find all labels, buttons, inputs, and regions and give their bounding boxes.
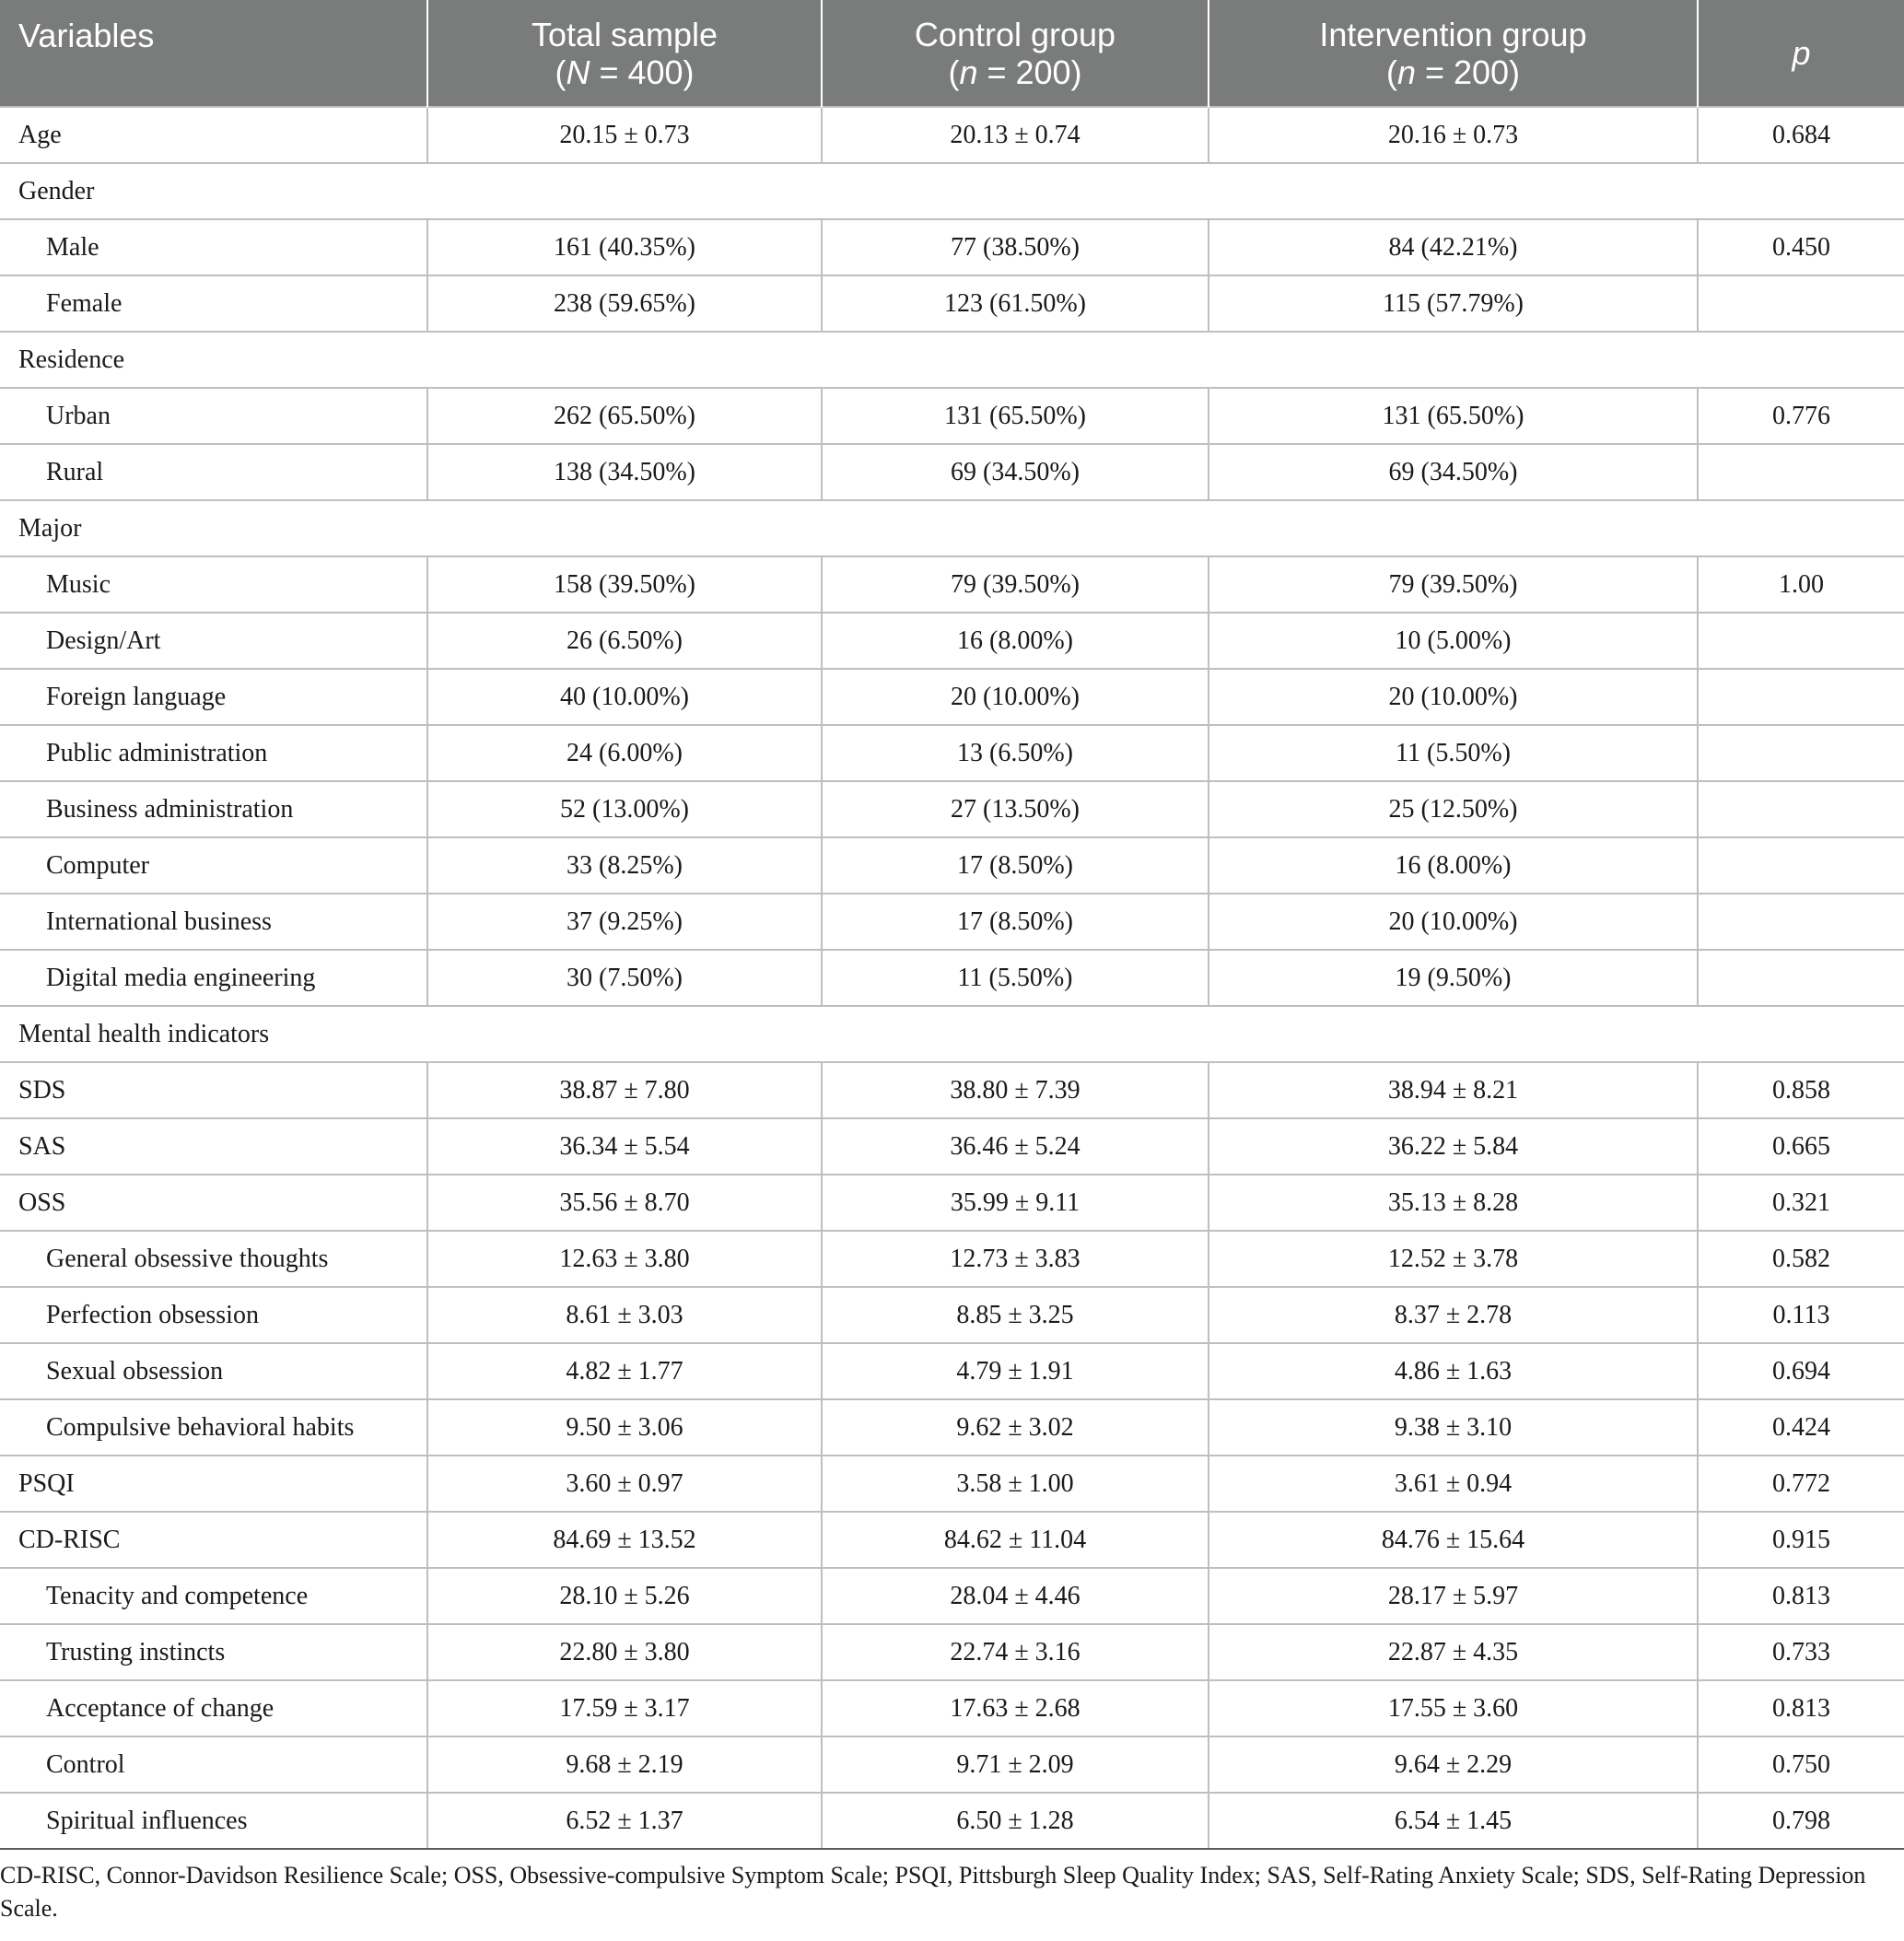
- cell-label: Perfection obsession: [0, 1287, 427, 1343]
- cell-p: 0.450: [1698, 219, 1904, 275]
- cell-p: 0.424: [1698, 1399, 1904, 1456]
- table-row: [0, 219, 1904, 275]
- cell-control: 17 (8.50%): [822, 894, 1209, 950]
- header-p-label: p: [1792, 34, 1811, 72]
- cell-intervention: 25 (12.50%): [1209, 781, 1698, 837]
- table-row: [0, 1062, 1904, 1118]
- cell-label: Digital media engineering: [0, 950, 427, 1006]
- cell-p: [1698, 669, 1904, 725]
- cell-label: Age: [0, 107, 427, 163]
- cell-intervention: 4.86 ± 1.63: [1209, 1343, 1698, 1399]
- cell-intervention: 9.38 ± 3.10: [1209, 1399, 1698, 1456]
- cell-p: [1698, 781, 1904, 837]
- header-control-n: (n = 200): [948, 53, 1082, 91]
- header-intervention-group: [1209, 0, 1698, 107]
- cell-total: 6.52 ± 1.37: [427, 1793, 822, 1849]
- section-row: [0, 163, 1904, 219]
- cell-intervention: 79 (39.50%): [1209, 556, 1698, 613]
- cell-intervention: 84.76 ± 15.64: [1209, 1512, 1698, 1568]
- cell-p: [1698, 837, 1904, 894]
- table-row: [0, 1399, 1904, 1456]
- table-row: [0, 1343, 1904, 1399]
- cell-intervention: 17.55 ± 3.60: [1209, 1680, 1698, 1736]
- cell-total: 238 (59.65%): [427, 275, 822, 332]
- table-row: [0, 1231, 1904, 1287]
- cell-label: Computer: [0, 837, 427, 894]
- cell-control: 131 (65.50%): [822, 388, 1209, 444]
- cell-p: 0.750: [1698, 1736, 1904, 1793]
- cell-control: 28.04 ± 4.46: [822, 1568, 1209, 1624]
- table-row: [0, 107, 1904, 163]
- cell-label: OSS: [0, 1175, 427, 1231]
- cell-label: General obsessive thoughts: [0, 1231, 427, 1287]
- cell-total: 20.15 ± 0.73: [427, 107, 822, 163]
- cell-control: 13 (6.50%): [822, 725, 1209, 781]
- table-row: [0, 1736, 1904, 1793]
- cell-label: Foreign language: [0, 669, 427, 725]
- cell-control: 9.71 ± 2.09: [822, 1736, 1209, 1793]
- cell-control: 11 (5.50%): [822, 950, 1209, 1006]
- table-row: [0, 1624, 1904, 1680]
- cell-total: 8.61 ± 3.03: [427, 1287, 822, 1343]
- cell-intervention: 69 (34.50%): [1209, 444, 1698, 500]
- cell-total: 4.82 ± 1.77: [427, 1343, 822, 1399]
- cell-control: 20 (10.00%): [822, 669, 1209, 725]
- cell-intervention: 22.87 ± 4.35: [1209, 1624, 1698, 1680]
- cell-total: 33 (8.25%): [427, 837, 822, 894]
- header-intervention-n: (n = 200): [1385, 53, 1521, 91]
- cell-label: Design/Art: [0, 613, 427, 669]
- cell-label: Female: [0, 275, 427, 332]
- section-label: Major: [0, 500, 1904, 556]
- cell-control: 38.80 ± 7.39: [822, 1062, 1209, 1118]
- cell-total: 26 (6.50%): [427, 613, 822, 669]
- cell-intervention: 6.54 ± 1.45: [1209, 1793, 1698, 1849]
- cell-total: 12.63 ± 3.80: [427, 1231, 822, 1287]
- cell-control: 22.74 ± 3.16: [822, 1624, 1209, 1680]
- table-row: [0, 556, 1904, 613]
- cell-label: Business administration: [0, 781, 427, 837]
- cell-p: [1698, 275, 1904, 332]
- cell-intervention: 36.22 ± 5.84: [1209, 1118, 1698, 1175]
- table-row: [0, 1175, 1904, 1231]
- header-control-title: Control group: [914, 15, 1116, 53]
- cell-p: 0.113: [1698, 1287, 1904, 1343]
- cell-p: [1698, 725, 1904, 781]
- cell-intervention: 28.17 ± 5.97: [1209, 1568, 1698, 1624]
- table-row: [0, 1512, 1904, 1568]
- cell-label: SAS: [0, 1118, 427, 1175]
- cell-total: 22.80 ± 3.80: [427, 1624, 822, 1680]
- cell-control: 79 (39.50%): [822, 556, 1209, 613]
- cell-intervention: 19 (9.50%): [1209, 950, 1698, 1006]
- cell-control: 3.58 ± 1.00: [822, 1456, 1209, 1512]
- cell-total: 30 (7.50%): [427, 950, 822, 1006]
- cell-total: 52 (13.00%): [427, 781, 822, 837]
- table-body: [0, 107, 1904, 1849]
- cell-p: 0.776: [1698, 388, 1904, 444]
- cell-control: 17 (8.50%): [822, 837, 1209, 894]
- header-p-value: [1698, 0, 1904, 107]
- cell-total: 262 (65.50%): [427, 388, 822, 444]
- section-row: [0, 500, 1904, 556]
- cell-p: [1698, 894, 1904, 950]
- cell-label: Spiritual influences: [0, 1793, 427, 1849]
- cell-total: 17.59 ± 3.17: [427, 1680, 822, 1736]
- cell-total: 138 (34.50%): [427, 444, 822, 500]
- cell-intervention: 115 (57.79%): [1209, 275, 1698, 332]
- cell-total: 3.60 ± 0.97: [427, 1456, 822, 1512]
- cell-control: 123 (61.50%): [822, 275, 1209, 332]
- cell-label: Male: [0, 219, 427, 275]
- cell-p: 0.772: [1698, 1456, 1904, 1512]
- table-row: [0, 837, 1904, 894]
- header-variables: Variables: [0, 0, 427, 107]
- cell-p: 0.321: [1698, 1175, 1904, 1231]
- cell-label: PSQI: [0, 1456, 427, 1512]
- table-header: [0, 0, 1904, 107]
- cell-total: 158 (39.50%): [427, 556, 822, 613]
- cell-control: 36.46 ± 5.24: [822, 1118, 1209, 1175]
- cell-label: Trusting instincts: [0, 1624, 427, 1680]
- cell-p: 0.684: [1698, 107, 1904, 163]
- cell-label: Compulsive behavioral habits: [0, 1399, 427, 1456]
- cell-control: 69 (34.50%): [822, 444, 1209, 500]
- table-row: [0, 669, 1904, 725]
- cell-intervention: 20 (10.00%): [1209, 669, 1698, 725]
- cell-control: 6.50 ± 1.28: [822, 1793, 1209, 1849]
- cell-total: 37 (9.25%): [427, 894, 822, 950]
- cell-total: 9.68 ± 2.19: [427, 1736, 822, 1793]
- cell-label: Urban: [0, 388, 427, 444]
- cell-control: 9.62 ± 3.02: [822, 1399, 1209, 1456]
- cell-label: Sexual obsession: [0, 1343, 427, 1399]
- header-intervention-title: Intervention group: [1319, 15, 1587, 53]
- cell-label: Control: [0, 1736, 427, 1793]
- cell-total: 38.87 ± 7.80: [427, 1062, 822, 1118]
- table-row: [0, 950, 1904, 1006]
- cell-label: International business: [0, 894, 427, 950]
- cell-intervention: 38.94 ± 8.21: [1209, 1062, 1698, 1118]
- cell-control: 12.73 ± 3.83: [822, 1231, 1209, 1287]
- header-total-sample: [427, 0, 822, 107]
- table-footnote: CD-RISC, Connor-Davidson Resilience Scale; OSS, Obsessive-compulsive Symptom Scale; PSQI, Pittsburgh Sleep Quality Index; SAS, Self-Rating Anxiety Scale; SDS, Self-Rating Depression Scale.: [0, 1862, 1866, 1922]
- cell-label: Acceptance of change: [0, 1680, 427, 1736]
- cell-total: 36.34 ± 5.54: [427, 1118, 822, 1175]
- header-control-group: [822, 0, 1209, 107]
- cell-control: 16 (8.00%): [822, 613, 1209, 669]
- cell-intervention: 20 (10.00%): [1209, 894, 1698, 950]
- cell-label: Music: [0, 556, 427, 613]
- header-total-n-var: N: [566, 53, 590, 91]
- cell-control: 20.13 ± 0.74: [822, 107, 1209, 163]
- table-row: [0, 781, 1904, 837]
- cell-total: 24 (6.00%): [427, 725, 822, 781]
- cell-label: CD-RISC: [0, 1512, 427, 1568]
- table-row: [0, 1680, 1904, 1736]
- section-label: Mental health indicators: [0, 1006, 1904, 1062]
- cell-intervention: 3.61 ± 0.94: [1209, 1456, 1698, 1512]
- cell-total: 9.50 ± 3.06: [427, 1399, 822, 1456]
- cell-intervention: 8.37 ± 2.78: [1209, 1287, 1698, 1343]
- cell-p: 0.733: [1698, 1624, 1904, 1680]
- table-row: [0, 1287, 1904, 1343]
- cell-intervention: 20.16 ± 0.73: [1209, 107, 1698, 163]
- header-total-title: Total sample: [531, 15, 718, 53]
- cell-label: Public administration: [0, 725, 427, 781]
- cell-total: 28.10 ± 5.26: [427, 1568, 822, 1624]
- cell-total: 35.56 ± 8.70: [427, 1175, 822, 1231]
- table-row: [0, 444, 1904, 500]
- header-control-n-value: = 200): [977, 53, 1082, 91]
- cell-control: 35.99 ± 9.11: [822, 1175, 1209, 1231]
- cell-control: 17.63 ± 2.68: [822, 1680, 1209, 1736]
- table-row: [0, 388, 1904, 444]
- cell-total: 40 (10.00%): [427, 669, 822, 725]
- cell-p: 0.858: [1698, 1062, 1904, 1118]
- cell-control: 8.85 ± 3.25: [822, 1287, 1209, 1343]
- cell-p: [1698, 950, 1904, 1006]
- header-intervention-n-var: n: [1396, 53, 1416, 91]
- cell-control: 4.79 ± 1.91: [822, 1343, 1209, 1399]
- cell-intervention: 11 (5.50%): [1209, 725, 1698, 781]
- cell-intervention: 10 (5.00%): [1209, 613, 1698, 669]
- section-label: Gender: [0, 163, 1904, 219]
- table-row: [0, 1568, 1904, 1624]
- cell-label: Rural: [0, 444, 427, 500]
- header-intervention-n-value: = 200): [1415, 53, 1521, 91]
- table-row: [0, 613, 1904, 669]
- cell-p: 0.798: [1698, 1793, 1904, 1849]
- cell-total: 84.69 ± 13.52: [427, 1512, 822, 1568]
- cell-p: 0.694: [1698, 1343, 1904, 1399]
- header-control-n-var: n: [959, 53, 978, 91]
- section-row: [0, 1006, 1904, 1062]
- table-row: [0, 1793, 1904, 1849]
- cell-label: SDS: [0, 1062, 427, 1118]
- header-row: [0, 0, 1904, 107]
- cell-p: 1.00: [1698, 556, 1904, 613]
- cell-p: 0.665: [1698, 1118, 1904, 1175]
- cell-control: 27 (13.50%): [822, 781, 1209, 837]
- cell-p: [1698, 613, 1904, 669]
- cell-p: 0.915: [1698, 1512, 1904, 1568]
- cell-p: 0.813: [1698, 1680, 1904, 1736]
- cell-total: 161 (40.35%): [427, 219, 822, 275]
- cell-intervention: 84 (42.21%): [1209, 219, 1698, 275]
- cell-intervention: 131 (65.50%): [1209, 388, 1698, 444]
- table-row: [0, 1118, 1904, 1175]
- table-row: [0, 894, 1904, 950]
- section-row: [0, 332, 1904, 388]
- cell-intervention: 35.13 ± 8.28: [1209, 1175, 1698, 1231]
- cell-p: [1698, 444, 1904, 500]
- table-row: [0, 725, 1904, 781]
- cell-p: 0.813: [1698, 1568, 1904, 1624]
- header-total-n: (N = 400): [555, 53, 695, 91]
- table-row: [0, 1456, 1904, 1512]
- header-total-n-value: = 400): [590, 53, 695, 91]
- cell-p: 0.582: [1698, 1231, 1904, 1287]
- cell-intervention: 16 (8.00%): [1209, 837, 1698, 894]
- cell-control: 84.62 ± 11.04: [822, 1512, 1209, 1568]
- cell-label: Tenacity and competence: [0, 1568, 427, 1624]
- section-label: Residence: [0, 332, 1904, 388]
- cell-intervention: 9.64 ± 2.29: [1209, 1736, 1698, 1793]
- cell-control: 77 (38.50%): [822, 219, 1209, 275]
- table-row: [0, 275, 1904, 332]
- cell-intervention: 12.52 ± 3.78: [1209, 1231, 1698, 1287]
